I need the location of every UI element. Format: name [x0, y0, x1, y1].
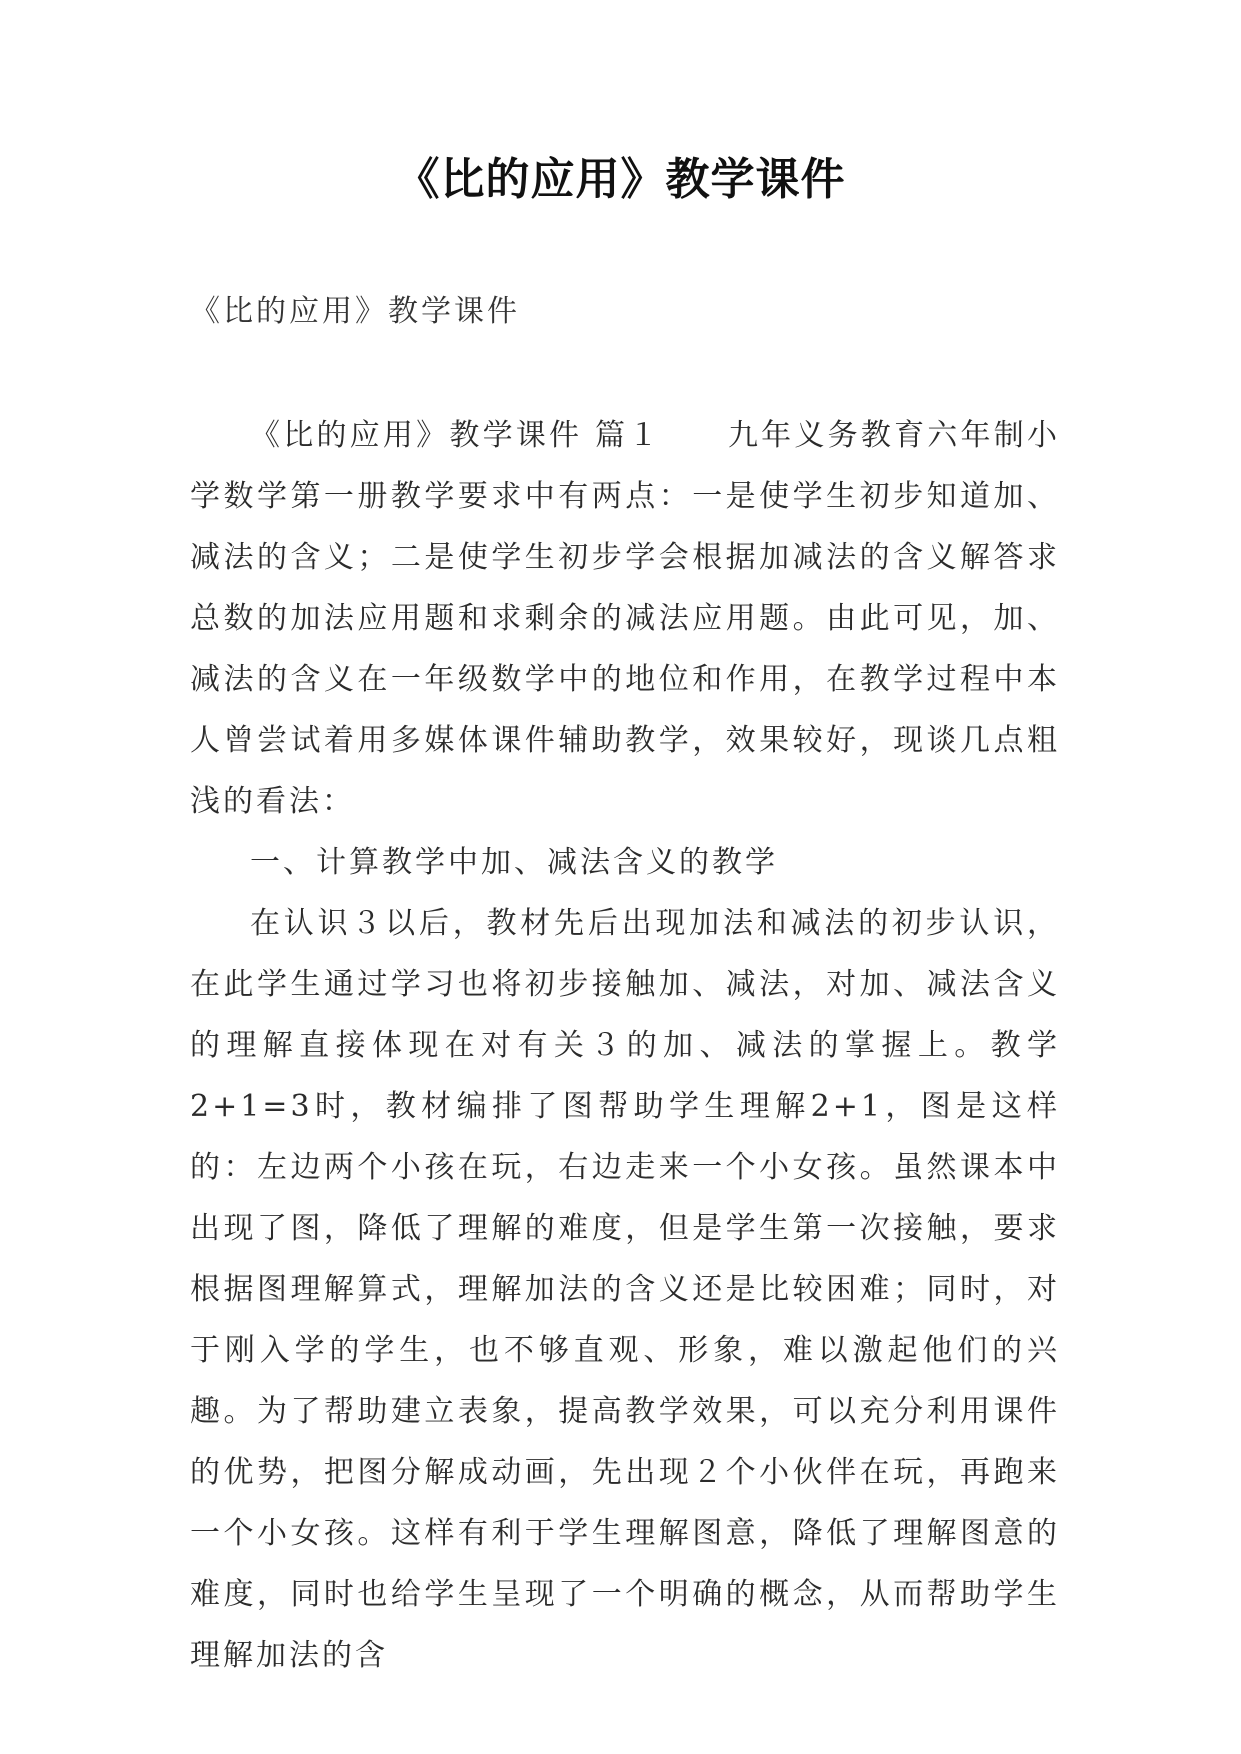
paragraph-section-one: 在认识３以后，教材先后出现加法和减法的初步认识，在此学生通过学习也将初步接触加、减法，对加、减法含义的理解直接体现在对有关３的加、减法的掌握上。教学2+1=3时，教材编排了图帮助学生理解2+1，图是这样的：左边两个小孩在玩，右边走来一个小女孩。虽然课本中出现了图，降低了理解的难度，但是学生第一次接触，要求根据图理解算式，理解加法的含义还是比较困难；同时，对于刚入学的学生，也不够直观、形象，难以激起他们的兴趣。为了帮助建立表象，提高教学效果，可以充分利用课件的优势，把图分解成动画，先出现２个小伙伴在玩，再跑来一个小女孩。这样有利于学生理解图意，降低了理解图意的难度，同时也给学生呈现了一个明确的概念，从而帮助学生理解加法的含 [190, 906, 1060, 1673]
document-body [190, 405, 1060, 1686]
section-heading: 一、计算教学中加、减法含义的教学 [250, 845, 778, 880]
document-subtitle: 《比的应用》教学课件 [190, 294, 520, 329]
paragraph-intro: 《比的应用》教学课件 篇１ 九年义务教育六年制小学数学第一册教学要求中有两点：一是使学生初步知道加、减法的含义；二是使学生初步学会根据加减法的含义解答求总数的加法应用题和求剩余的减法应用题。由此可见，加、减法的含义在一年级数学中的地位和作用，在教学过程中本人曾尝试着用多媒体课件辅助教学，效果较好，现谈几点粗浅的看法： [190, 418, 1060, 819]
document-title: 《比的应用》教学课件 [395, 154, 846, 205]
